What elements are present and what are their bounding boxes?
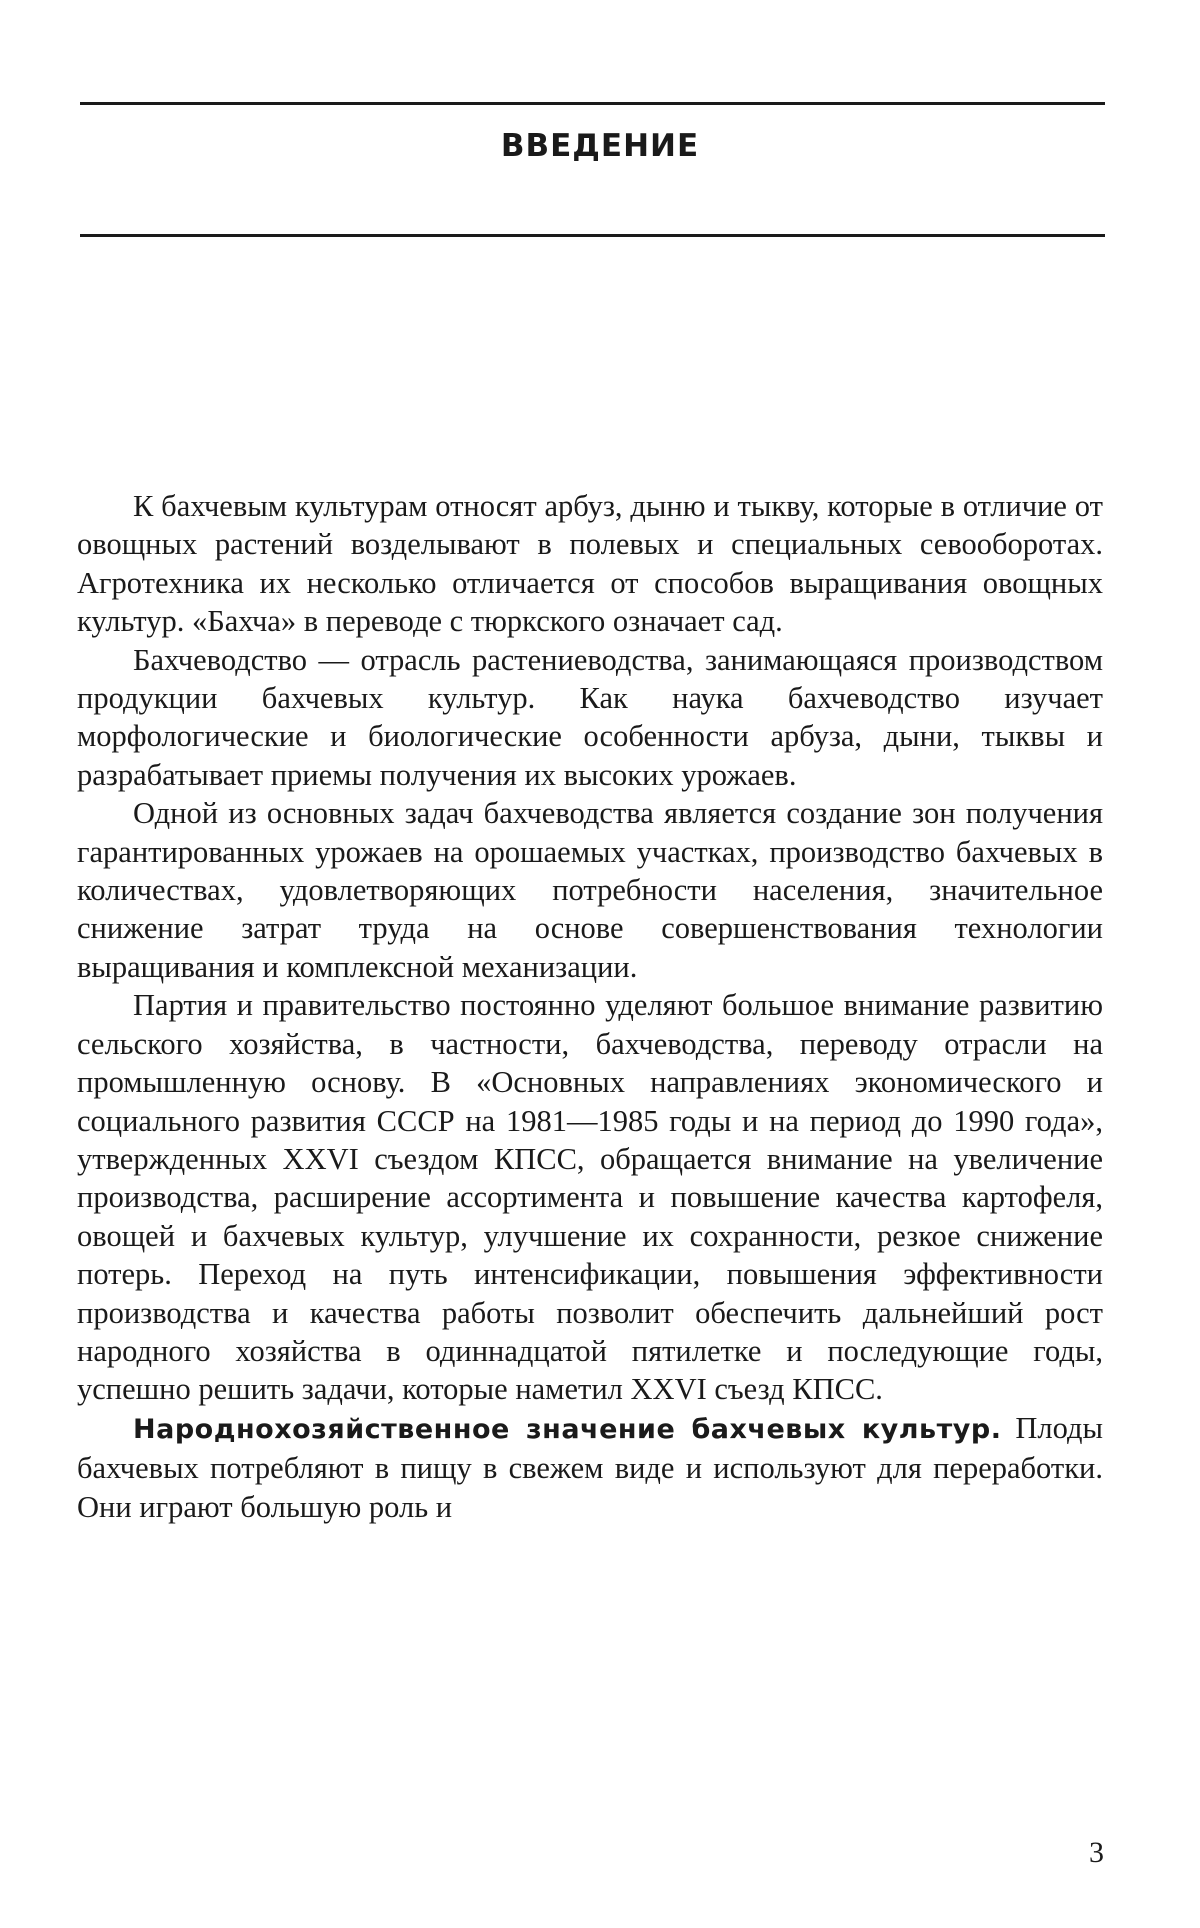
paragraph-2: Бахчеводство — отрасль растениеводства, занимающаяся производством продукции бахчевых культур. Как наука бахчеводство изучает морфологические и биологические особенности арбуза, дыни, тыквы и разрабатывает приемы получения их высоких урожаев. [77,642,1103,792]
top-rule [80,102,1105,105]
paragraph-3: Одной из основных задач бахчеводства является создание зон получения гарантированных урожаев на орошаемых участках, производство бахчевых в количествах, удовлетворяющих потребности населения, значительное снижение затрат труда на основе совершенствования технологии выращивания и комплексной механизации. [77,796,1103,984]
bottom-rule [80,234,1105,237]
run-in-heading: Народнохозяйственное значение бахчевых культур. [133,1413,1002,1445]
paragraph-4: Партия и правительство постоянно уделяют большое внимание развитию сельского хозяйства, в частности, бахчеводства, переводу отрасли на промышленную основу. В «Основных направлениях экономического и социального развития СССР на 1981—1985 годы и на период до 1990 года», утвержденных XXVI съездом КПСС, обращается внимание на увеличение производства, расширение ассортимента и повышение качества картофеля, овощей и бахчевых культур, улучшение их сохранности, резкое снижение потерь. Переход на путь интенсификации, повышения эффективности производства и качества работы позволит обеспечить дальнейший рост народного хозяйства в одиннадцатой пятилетке и последующие годы, успешно решить задачи, которые наметил XXVI съезд КПСС. [77,988,1103,1407]
chapter-heading: ВВЕДЕНИЕ [500,128,700,164]
paragraph-5 [77,1409,1103,1526]
page-number: 3 [1089,1836,1104,1869]
body-text [77,487,1103,1526]
paragraph-1: К бахчевым культурам относят арбуз, дыню и тыкву, которые в отличие от овощных растений возделывают в полевых и специальных севооборотах. Агротехника их несколько отличается от способов выращивания овощных культур. «Бахча» в переводе с тюркского означает сад. [77,489,1103,639]
paragraph-5-text: Плоды бахчевых потребляют в пищу в свежем виде и используют для переработки. Они играют большую роль и [77,1410,1103,1524]
